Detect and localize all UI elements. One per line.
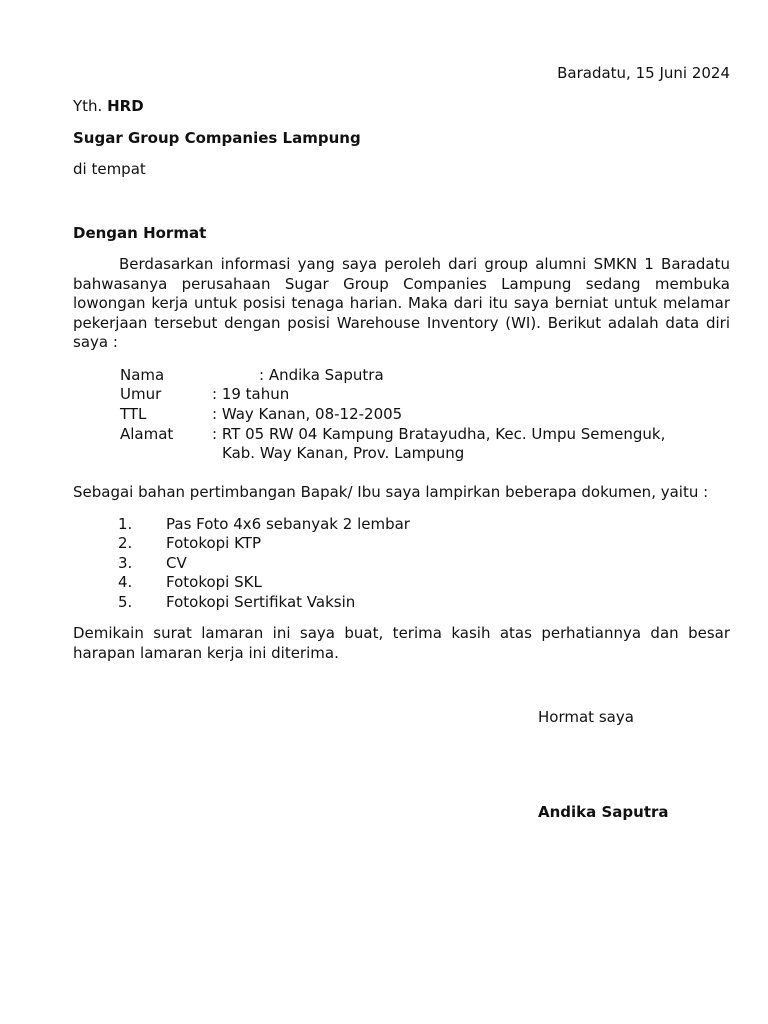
list-item: CV <box>166 554 187 572</box>
address-label: Alamat <box>120 425 174 443</box>
list-item-number: 5. <box>118 593 133 611</box>
birth-value: : Way Kanan, 08-12-2005 <box>212 405 403 423</box>
company-name: Sugar Group Companies Lampung <box>73 129 361 147</box>
name-value: : Andika Saputra <box>259 366 384 384</box>
attachments-intro: Sebagai bahan pertimbangan Bapak/ Ibu saya lampirkan beberapa dokumen, yaitu : <box>73 483 709 501</box>
salutation: Dengan Hormat <box>73 224 207 242</box>
closing-paragraph: Demikain surat lamaran ini saya buat, terima kasih atas perhatiannya dan besar harapan lamaran kerja ini diterima. <box>73 624 730 662</box>
list-item: Fotokopi Sertifikat Vaksin <box>166 593 356 611</box>
address-value: : RT 05 RW 04 Kampung Bratayudha, Kec. Umpu Semenguk, <box>212 425 666 443</box>
list-item-number: 2. <box>118 534 133 552</box>
addressee-line <box>73 96 144 116</box>
age-value: : 19 tahun <box>212 385 290 403</box>
letter-date: Baradatu, 15 Juni 2024 <box>557 64 730 82</box>
list-item: Fotokopi SKL <box>166 573 262 591</box>
signer-name: Andika Saputra <box>538 803 669 821</box>
list-item: Fotokopi KTP <box>166 534 261 552</box>
addressee-prefix: Yth. <box>73 97 103 115</box>
addressee: HRD <box>107 97 144 115</box>
place-line: di tempat <box>73 160 146 178</box>
regards-line: Hormat saya <box>538 708 634 726</box>
address-value-continued: Kab. Way Kanan, Prov. Lampung <box>222 444 465 462</box>
name-label: Nama <box>120 366 165 384</box>
list-item-number: 4. <box>118 573 133 591</box>
list-item-number: 3. <box>118 554 133 572</box>
birth-label: TTL <box>120 405 147 423</box>
list-item-number: 1. <box>118 515 133 533</box>
age-label: Umur <box>120 385 162 403</box>
intro-paragraph: Berdasarkan informasi yang saya peroleh dari group alumni SMKN 1 Baradatu bahwasanya perusahaan Sugar Group Companies Lampung sedang membuka lowongan kerja untuk posisi tenaga harian. Maka dari itu saya berniat untuk melamar pekerjaan tersebut dengan posisi Warehouse Inventory (WI). Berikut adalah data diri saya : <box>73 255 730 352</box>
list-item: Pas Foto 4x6 sebanyak 2 lembar <box>166 515 410 533</box>
